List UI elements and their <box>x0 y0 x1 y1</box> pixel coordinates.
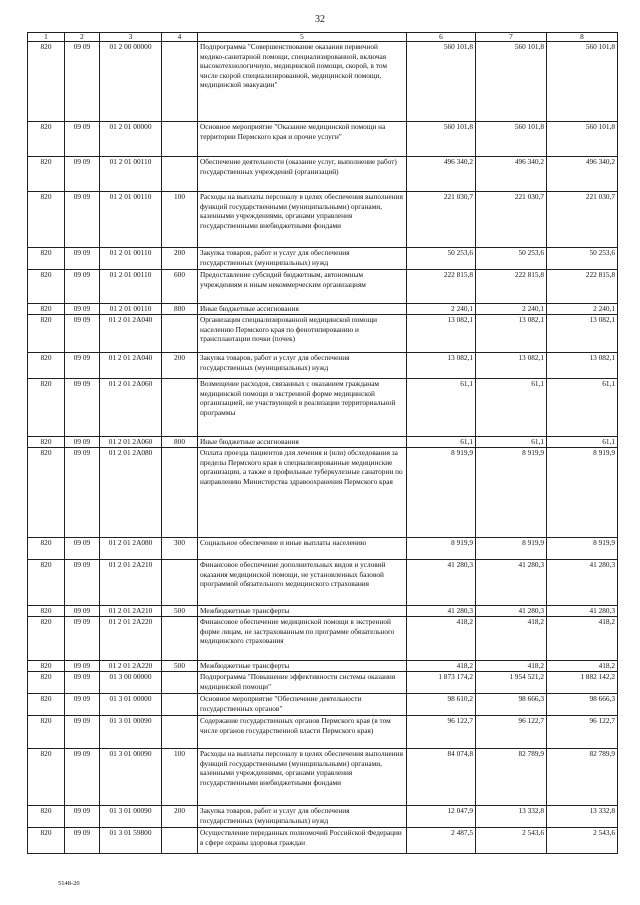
table-body <box>28 42 618 854</box>
amount-col7-cell: 8 919,9 <box>476 448 547 538</box>
amount-col7-cell: 13 332,8 <box>476 806 547 828</box>
amount-col6-cell: 2 487,5 <box>407 828 476 854</box>
admin-code-cell: 820 <box>28 192 65 248</box>
target-article-cell: 01 2 01 00110 <box>100 157 162 192</box>
target-article-cell: 01 3 00 00000 <box>100 672 162 694</box>
expense-type-cell: 600 <box>162 270 198 304</box>
description-cell: Финансовое обеспечение медицинской помощи в экстренной форме лицам, не застрахованным по программе обязательного медицинского страхования <box>198 617 407 661</box>
target-article-cell: 01 2 01 2А210 <box>100 560 162 606</box>
amount-col8-cell: 221 030,7 <box>547 192 618 248</box>
description-cell: Межбюджетные трансферты <box>198 606 407 617</box>
description-cell: Расходы на выплаты персоналу в целях обеспечения выполнения функций государственными (муниципальными) органами, казенными учреждениями, органами управления государственными внебюджетными фондами <box>198 192 407 248</box>
column-header: 6 <box>407 33 476 42</box>
description-cell: Закупка товаров, работ и услуг для обеспечения государственных (муниципальных) нужд <box>198 353 407 379</box>
admin-code-cell: 820 <box>28 538 65 560</box>
section-code-cell: 09 09 <box>65 694 100 716</box>
table-row <box>28 828 618 854</box>
expense-type-cell: 200 <box>162 806 198 828</box>
amount-col6-cell: 2 240,1 <box>407 304 476 315</box>
amount-col7-cell: 98 666,3 <box>476 694 547 716</box>
expense-type-cell: 100 <box>162 749 198 806</box>
expense-type-cell <box>162 157 198 192</box>
admin-code-cell: 820 <box>28 560 65 606</box>
section-code-cell: 09 09 <box>65 379 100 437</box>
description-cell: Подпрограмма "Повышение эффективности системы оказания медицинской помощи" <box>198 672 407 694</box>
target-article-cell: 01 3 01 00090 <box>100 749 162 806</box>
table-row <box>28 437 618 448</box>
description-cell: Предоставление субсидий бюджетным, автономным учреждениям и иным некоммерческим организациям <box>198 270 407 304</box>
section-code-cell: 09 09 <box>65 538 100 560</box>
amount-col7-cell: 61,1 <box>476 437 547 448</box>
amount-col8-cell: 61,1 <box>547 379 618 437</box>
amount-col8-cell: 50 253,6 <box>547 248 618 270</box>
amount-col8-cell: 1 882 142,2 <box>547 672 618 694</box>
section-code-cell: 09 09 <box>65 828 100 854</box>
section-code-cell: 09 09 <box>65 315 100 353</box>
description-cell: Организация специализированной медицинской помощи населению Пермского края по фенотипированию и трансплантации почки (почек) <box>198 315 407 353</box>
admin-code-cell: 820 <box>28 437 65 448</box>
amount-col7-cell: 96 122,7 <box>476 716 547 749</box>
table-row <box>28 379 618 437</box>
target-article-cell: 01 3 01 00000 <box>100 694 162 716</box>
expense-type-cell <box>162 560 198 606</box>
amount-col7-cell: 2 543,6 <box>476 828 547 854</box>
table-row <box>28 606 618 617</box>
table-row <box>28 353 618 379</box>
amount-col7-cell: 560 101,8 <box>476 122 547 157</box>
amount-col8-cell: 496 340,2 <box>547 157 618 192</box>
amount-col7-cell: 8 919,9 <box>476 538 547 560</box>
amount-col8-cell: 13 332,8 <box>547 806 618 828</box>
expense-type-cell: 300 <box>162 538 198 560</box>
amount-col8-cell: 2 240,1 <box>547 304 618 315</box>
amount-col7-cell: 82 789,9 <box>476 749 547 806</box>
section-code-cell: 09 09 <box>65 749 100 806</box>
amount-col6-cell: 98 610,2 <box>407 694 476 716</box>
description-cell: Социальное обеспечение и иные выплаты населению <box>198 538 407 560</box>
column-header: 4 <box>162 33 198 42</box>
expense-type-cell <box>162 379 198 437</box>
amount-col8-cell: 8 919,9 <box>547 538 618 560</box>
description-cell: Закупка товаров, работ и услуг для обеспечения государственных (муниципальных) нужд <box>198 806 407 828</box>
amount-col8-cell: 560 101,8 <box>547 122 618 157</box>
amount-col7-cell: 13 082,1 <box>476 315 547 353</box>
target-article-cell: 01 2 01 2А060 <box>100 379 162 437</box>
amount-col7-cell: 41 280,3 <box>476 560 547 606</box>
expense-type-cell: 200 <box>162 353 198 379</box>
target-article-cell: 01 2 01 00000 <box>100 122 162 157</box>
expense-type-cell: 100 <box>162 192 198 248</box>
amount-col8-cell: 418,2 <box>547 661 618 672</box>
section-code-cell: 09 09 <box>65 617 100 661</box>
target-article-cell: 01 2 01 00110 <box>100 248 162 270</box>
description-cell: Оплата проезда пациентов для лечения и (или) обследования за пределы Пермского края в специализированные медицинские организации, а также в профильные туберкулезные санатории по направлению Министерства здравоохранения Пермского края <box>198 448 407 538</box>
table-row <box>28 749 618 806</box>
column-header: 5 <box>198 33 407 42</box>
expense-type-cell: 200 <box>162 248 198 270</box>
amount-col6-cell: 41 280,3 <box>407 606 476 617</box>
admin-code-cell: 820 <box>28 248 65 270</box>
amount-col6-cell: 8 919,9 <box>407 448 476 538</box>
section-code-cell: 09 09 <box>65 157 100 192</box>
table-row <box>28 560 618 606</box>
expense-type-cell <box>162 617 198 661</box>
amount-col8-cell: 98 666,3 <box>547 694 618 716</box>
expense-type-cell: 800 <box>162 304 198 315</box>
admin-code-cell: 820 <box>28 694 65 716</box>
amount-col7-cell: 41 280,3 <box>476 606 547 617</box>
amount-col8-cell: 41 280,3 <box>547 606 618 617</box>
expense-type-cell <box>162 122 198 157</box>
table-row <box>28 248 618 270</box>
admin-code-cell: 820 <box>28 749 65 806</box>
amount-col6-cell: 560 101,8 <box>407 42 476 122</box>
section-code-cell: 09 09 <box>65 192 100 248</box>
amount-col6-cell: 96 122,7 <box>407 716 476 749</box>
description-cell: Основное мероприятие "Оказание медицинской помощи на территории Пермского края и прочие услуги" <box>198 122 407 157</box>
amount-col8-cell: 61,1 <box>547 437 618 448</box>
amount-col6-cell: 61,1 <box>407 437 476 448</box>
target-article-cell: 01 2 01 2А220 <box>100 617 162 661</box>
amount-col7-cell: 496 340,2 <box>476 157 547 192</box>
section-code-cell: 09 09 <box>65 606 100 617</box>
admin-code-cell: 820 <box>28 448 65 538</box>
admin-code-cell: 820 <box>28 379 65 437</box>
target-article-cell: 01 3 01 00090 <box>100 716 162 749</box>
amount-col6-cell: 221 030,7 <box>407 192 476 248</box>
amount-col7-cell: 50 253,6 <box>476 248 547 270</box>
section-code-cell: 09 09 <box>65 42 100 122</box>
section-code-cell: 09 09 <box>65 716 100 749</box>
target-article-cell: 01 2 01 2А080 <box>100 538 162 560</box>
table-row <box>28 716 618 749</box>
admin-code-cell: 820 <box>28 315 65 353</box>
table-row <box>28 672 618 694</box>
target-article-cell: 01 2 01 00110 <box>100 192 162 248</box>
amount-col7-cell: 61,1 <box>476 379 547 437</box>
target-article-cell: 01 2 01 2А210 <box>100 606 162 617</box>
expense-type-cell: 500 <box>162 661 198 672</box>
amount-col8-cell: 96 122,7 <box>547 716 618 749</box>
table-row <box>28 806 618 828</box>
section-code-cell: 09 09 <box>65 437 100 448</box>
amount-col8-cell: 13 082,1 <box>547 315 618 353</box>
table-row <box>28 122 618 157</box>
section-code-cell: 09 09 <box>65 122 100 157</box>
description-cell: Межбюджетные трансферты <box>198 661 407 672</box>
admin-code-cell: 820 <box>28 42 65 122</box>
target-article-cell: 01 3 01 00090 <box>100 806 162 828</box>
amount-col8-cell: 8 919,9 <box>547 448 618 538</box>
expense-type-cell <box>162 42 198 122</box>
admin-code-cell: 820 <box>28 828 65 854</box>
expense-type-cell <box>162 672 198 694</box>
admin-code-cell: 820 <box>28 661 65 672</box>
target-article-cell: 01 3 01 59800 <box>100 828 162 854</box>
table-row <box>28 192 618 248</box>
amount-col8-cell: 2 543,6 <box>547 828 618 854</box>
description-cell: Содержание государственных органов Пермского края (в том числе органов государственной власти Пермского края) <box>198 716 407 749</box>
table-row <box>28 315 618 353</box>
table-row <box>28 157 618 192</box>
amount-col6-cell: 13 082,1 <box>407 353 476 379</box>
expense-type-cell <box>162 315 198 353</box>
table-row <box>28 304 618 315</box>
amount-col7-cell: 1 954 521,2 <box>476 672 547 694</box>
admin-code-cell: 820 <box>28 270 65 304</box>
description-cell: Возмещение расходов, связанных с оказанием гражданам медицинской помощи в экстренной форме медицинской организацией, не участвующей в реализации территориальной программы <box>198 379 407 437</box>
admin-code-cell: 820 <box>28 157 65 192</box>
amount-col6-cell: 222 815,8 <box>407 270 476 304</box>
admin-code-cell: 820 <box>28 716 65 749</box>
description-cell: Основное мероприятие "Обеспечение деятельности государственных органов" <box>198 694 407 716</box>
amount-col8-cell: 222 815,8 <box>547 270 618 304</box>
target-article-cell: 01 2 01 2А220 <box>100 661 162 672</box>
section-code-cell: 09 09 <box>65 270 100 304</box>
table-row <box>28 448 618 538</box>
amount-col7-cell: 13 082,1 <box>476 353 547 379</box>
page-number: 32 <box>315 14 325 25</box>
section-code-cell: 09 09 <box>65 560 100 606</box>
amount-col6-cell: 496 340,2 <box>407 157 476 192</box>
admin-code-cell: 820 <box>28 353 65 379</box>
amount-col6-cell: 1 873 174,2 <box>407 672 476 694</box>
amount-col7-cell: 418,2 <box>476 661 547 672</box>
description-cell: Иные бюджетные ассигнования <box>198 437 407 448</box>
amount-col6-cell: 41 280,3 <box>407 560 476 606</box>
column-header: 1 <box>28 33 65 42</box>
admin-code-cell: 820 <box>28 617 65 661</box>
amount-col7-cell: 2 240,1 <box>476 304 547 315</box>
section-code-cell: 09 09 <box>65 806 100 828</box>
expense-type-cell <box>162 694 198 716</box>
column-header: 2 <box>65 33 100 42</box>
description-cell: Осуществление переданных полномочий Российской Федерации в сфере охраны здоровья граждан <box>198 828 407 854</box>
expense-type-cell <box>162 828 198 854</box>
table-header-row <box>28 33 618 42</box>
expense-type-cell: 800 <box>162 437 198 448</box>
section-code-cell: 09 09 <box>65 353 100 379</box>
expense-type-cell <box>162 448 198 538</box>
section-code-cell: 09 09 <box>65 304 100 315</box>
expense-type-cell <box>162 716 198 749</box>
amount-col7-cell: 560 101,8 <box>476 42 547 122</box>
amount-col8-cell: 13 082,1 <box>547 353 618 379</box>
amount-col8-cell: 560 101,8 <box>547 42 618 122</box>
amount-col8-cell: 418,2 <box>547 617 618 661</box>
table-row <box>28 538 618 560</box>
expense-type-cell: 500 <box>162 606 198 617</box>
target-article-cell: 01 2 01 00110 <box>100 304 162 315</box>
target-article-cell: 01 2 01 2А080 <box>100 448 162 538</box>
column-header: 8 <box>547 33 618 42</box>
budget-table <box>27 32 618 854</box>
admin-code-cell: 820 <box>28 606 65 617</box>
amount-col8-cell: 82 789,9 <box>547 749 618 806</box>
description-cell: Расходы на выплаты персоналу в целях обеспечения выполнения функций государственными (муниципальными) органами, казенными учреждениями, органами управления государственными внебюджетными фондами <box>198 749 407 806</box>
amount-col6-cell: 418,2 <box>407 617 476 661</box>
amount-col7-cell: 418,2 <box>476 617 547 661</box>
admin-code-cell: 820 <box>28 122 65 157</box>
table-row <box>28 617 618 661</box>
amount-col6-cell: 560 101,8 <box>407 122 476 157</box>
description-cell: Финансовое обеспечение дополнительных видов и условий оказания медицинской помощи, не установленных базовой программой обязательного медицинского страхования <box>198 560 407 606</box>
description-cell: Закупка товаров, работ и услуг для обеспечения государственных (муниципальных) нужд <box>198 248 407 270</box>
amount-col6-cell: 84 074,8 <box>407 749 476 806</box>
table-row <box>28 270 618 304</box>
admin-code-cell: 820 <box>28 806 65 828</box>
table-row <box>28 42 618 122</box>
section-code-cell: 09 09 <box>65 448 100 538</box>
target-article-cell: 01 2 00 00000 <box>100 42 162 122</box>
footer-code: 5148-20 <box>58 880 80 887</box>
target-article-cell: 01 2 01 2А040 <box>100 353 162 379</box>
amount-col6-cell: 418,2 <box>407 661 476 672</box>
target-article-cell: 01 2 01 2А040 <box>100 315 162 353</box>
section-code-cell: 09 09 <box>65 248 100 270</box>
section-code-cell: 09 09 <box>65 661 100 672</box>
amount-col7-cell: 222 815,8 <box>476 270 547 304</box>
amount-col6-cell: 50 253,6 <box>407 248 476 270</box>
table-row <box>28 661 618 672</box>
column-header: 7 <box>476 33 547 42</box>
description-cell: Подпрограмма "Совершенствование оказания первичной медико-санитарной помощи, специализированной, включая высокотехнологичную, медицинской помощи, скорой, в том числе скорой специализированной, медицинской помощи, медицинской эвакуации" <box>198 42 407 122</box>
amount-col7-cell: 221 030,7 <box>476 192 547 248</box>
target-article-cell: 01 2 01 2А060 <box>100 437 162 448</box>
target-article-cell: 01 2 01 00110 <box>100 270 162 304</box>
amount-col8-cell: 41 280,3 <box>547 560 618 606</box>
amount-col6-cell: 12 047,9 <box>407 806 476 828</box>
description-cell: Обеспечение деятельности (оказание услуг, выполнение работ) государственных учреждений (организаций) <box>198 157 407 192</box>
table-row <box>28 694 618 716</box>
section-code-cell: 09 09 <box>65 672 100 694</box>
column-header: 3 <box>100 33 162 42</box>
amount-col6-cell: 61,1 <box>407 379 476 437</box>
admin-code-cell: 820 <box>28 672 65 694</box>
amount-col6-cell: 13 082,1 <box>407 315 476 353</box>
description-cell: Иные бюджетные ассигнования <box>198 304 407 315</box>
admin-code-cell: 820 <box>28 304 65 315</box>
amount-col6-cell: 8 919,9 <box>407 538 476 560</box>
